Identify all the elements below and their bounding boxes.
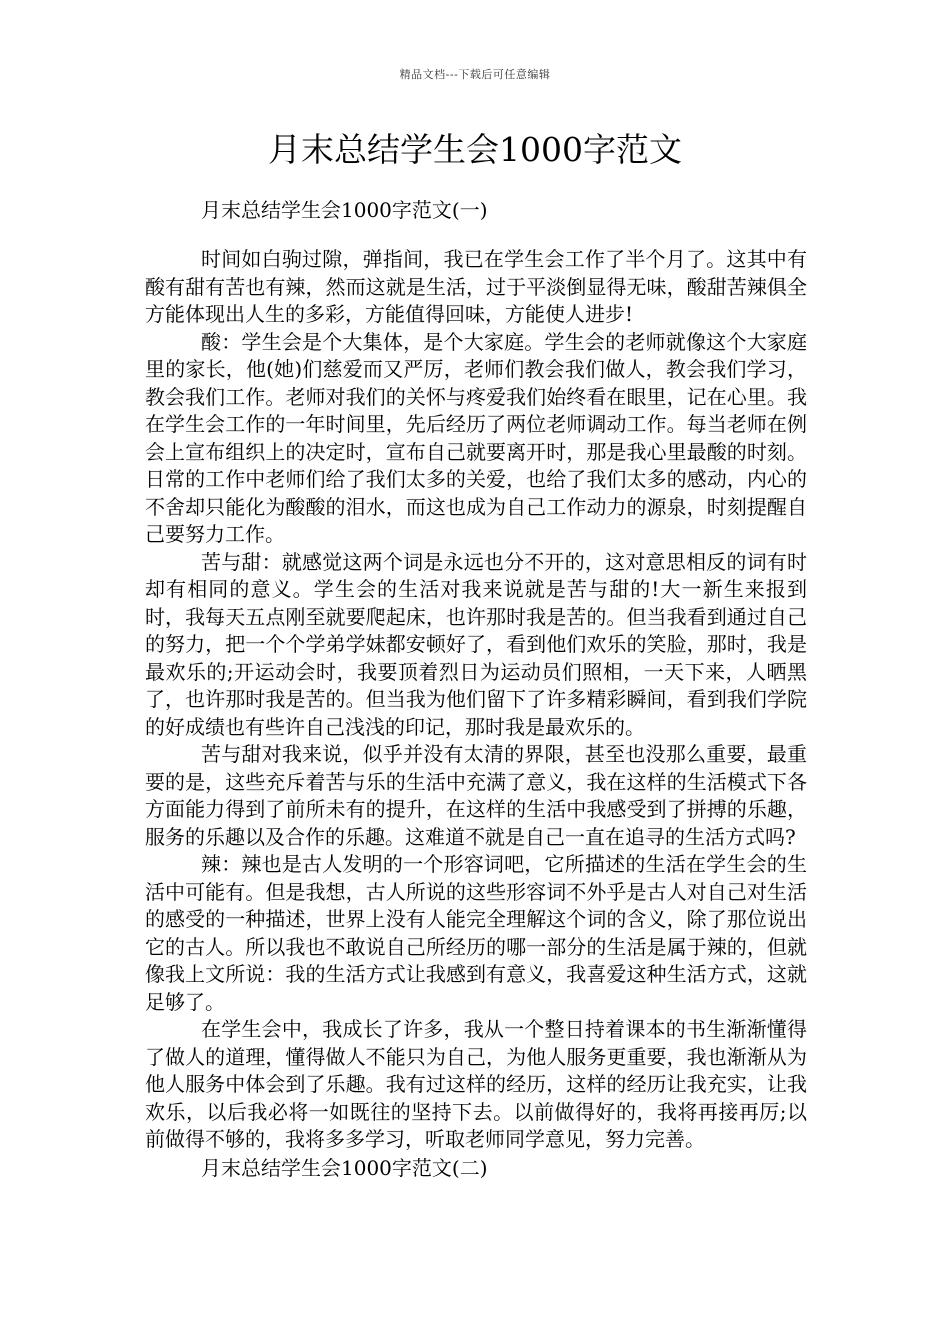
paragraph-sour: 酸：学生会是个大集体，是个大家庭。学生会的老师就像这个大家庭里的家长，他(她)们慈爱而又严厉，老师们教会我们做人，教会我们学习，教会我们工作。老师对我们的关怀与疼爱我们始终看在眼里，记在心里。我在学生会工作的一年时间里，先后经历了两位老师调动工作。每当老师在例会上宣布组织上的决定时，宣布自己就要离开时，那是我心里最酸的时刻。日常的工作中老师们给了我们太多的关爱，也给了我们太多的感动，内心的不舍却只能化为酸酸的泪水，而这也成为自己工作动力的源泉，时刻提醒自己要努力工作。 bbox=[145, 329, 807, 546]
document-title: 月末总结学生会1000字范文 bbox=[268, 130, 682, 169]
paragraph-intro: 时间如白驹过隙，弹指间，我已在学生会工作了半个月了。这其中有酸有甜有苦也有辣，然而这就是生活，过于平淡倒显得无味，酸甜苦辣俱全方能体现出人生的多彩，方能值得回味，方能使人进步! bbox=[145, 247, 807, 326]
document-body bbox=[145, 196, 807, 1183]
header-note: 精品文档---下载后可任意编辑 bbox=[399, 68, 551, 81]
section-heading-2: 月末总结学生会1000字范文(二) bbox=[201, 1155, 488, 1180]
paragraph-bitter-sweet-reflection: 苦与甜对我来说，似乎并没有太清的界限，甚至也没那么重要，最重要的是，这些充斥着苦与乐的生活中充满了意义，我在这样的生活模式下各方面能力得到了前所未有的提升，在这样的生活中我感受到了拼搏的乐趣，服务的乐趣以及合作的乐趣。这难道不就是自己一直在追寻的生活方式吗? bbox=[145, 742, 807, 849]
paragraph-conclusion: 在学生会中，我成长了许多，我从一个整日持着课本的书生渐渐懂得了做人的道理，懂得做人不能只为自己，为他人服务更重要，我也渐渐从为他人服务中体会到了乐趣。我有过这样的经历，这样的经历让我充实，让我欢乐，以后我必将一如既往的坚持下去。以前做得好的，我将再接再厉;以前做得不够的，我将多多学习，听取老师同学意见，努力完善。 bbox=[145, 1017, 807, 1151]
paragraph-spicy: 辣：辣也是古人发明的一个形容词吧，它所描述的生活在学生会的生活中可能有。但是我想，古人所说的这些形容词不外乎是古人对自己对生活的感受的一种描述，世界上没有人能完全理解这个词的含义，除了那位说出它的古人。所以我也不敢说自己所经历的哪一部分的生活是属于辣的，但就像我上文所说：我的生活方式让我感到有意义，我喜爱这种生活方式，这就足够了。 bbox=[145, 852, 807, 1014]
paragraph-bitter-sweet: 苦与甜：就感觉这两个词是永远也分不开的，这对意思相反的词有时却有相同的意义。学生会的生活对我来说就是苦与甜的!大一新生来报到时，我每天五点刚至就要爬起床，也许那时我是苦的。但当我看到通过自己的努力，把一个个学弟学妹都安顿好了，看到他们欢乐的笑脸，那时，我是最欢乐的;开运动会时，我要顶着烈日为运动员们照相，一天下来，人晒黑了，也许那时我是苦的。但当我为他们留下了许多精彩瞬间，看到我们学院的好成绩也有些许自己浅浅的印记，那时我是最欢乐的。 bbox=[145, 549, 807, 739]
section-heading-1: 月末总结学生会1000字范文(一) bbox=[201, 198, 488, 222]
